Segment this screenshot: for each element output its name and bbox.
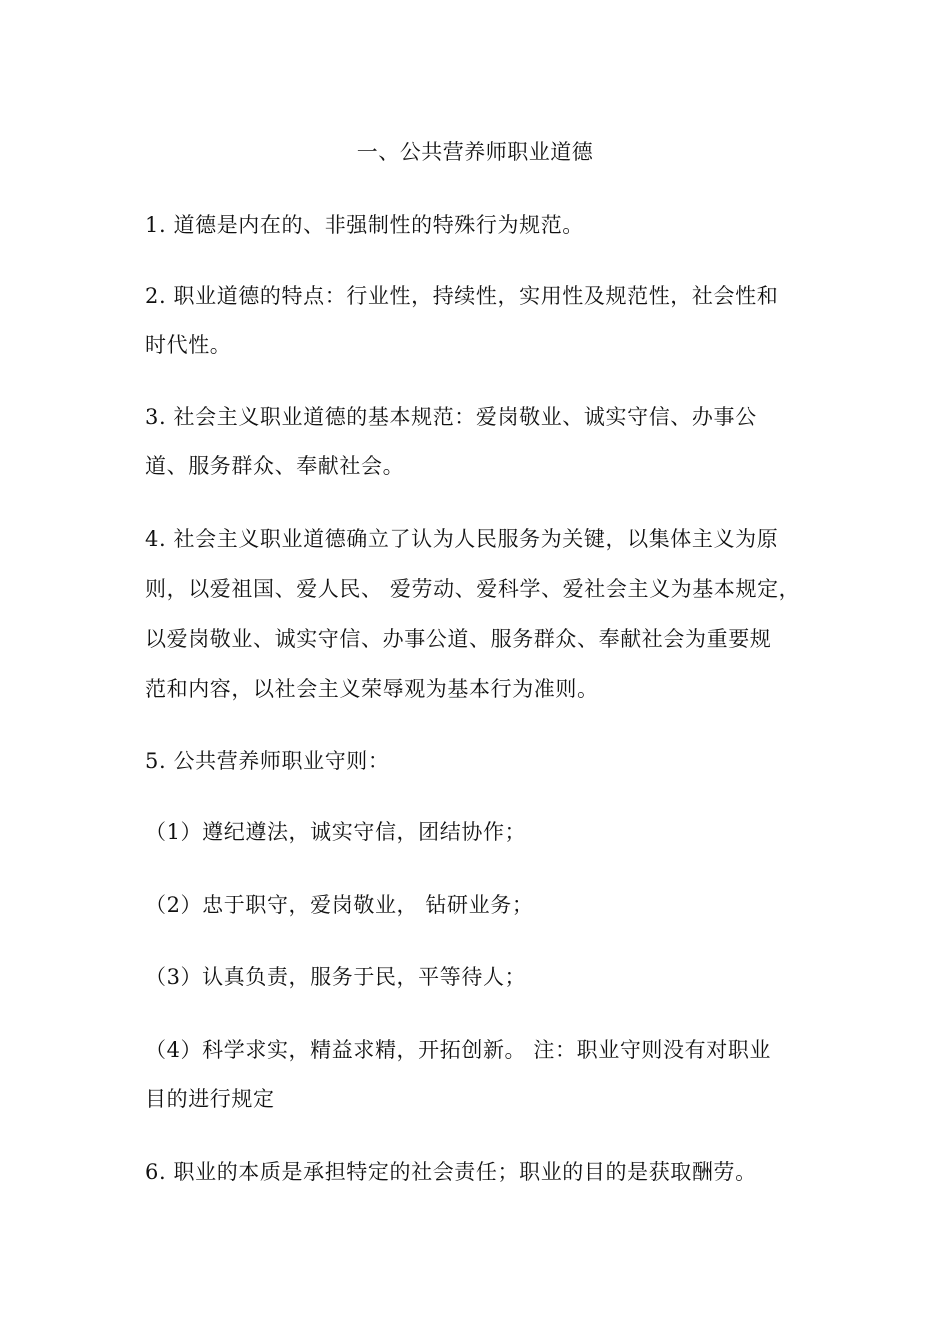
item-5-line-1: 5. 公共营养师职业守则：	[145, 749, 390, 773]
item-2-line-2: 时代性。	[145, 333, 232, 357]
rule-3: （3）认真负责，服务于民，平等待人；	[145, 965, 527, 989]
item-4-line-2: 则，以爱祖国、爱人民、 爱劳动、爱科学、爱社会主义为基本规定，	[145, 577, 801, 601]
section-title: 一、公共营养师职业道德	[356, 140, 594, 164]
rule-2: （2）忠于职守，爱岗敬业， 钻研业务；	[145, 893, 534, 917]
item-3-line-1: 3. 社会主义职业道德的基本规范：爱岗敬业、诚实守信、办事公	[145, 405, 757, 429]
item-6-line-1: 6. 职业的本质是承担特定的社会责任；职业的目的是获取酬劳。	[145, 1160, 757, 1184]
item-4-line-3: 以爱岗敬业、诚实守信、办事公道、服务群众、奉献社会为重要规	[145, 627, 772, 651]
item-2-line-1: 2. 职业道德的特点：行业性，持续性，实用性及规范性，社会性和	[145, 284, 779, 308]
rule-4-line-2: 目的进行规定	[145, 1087, 275, 1111]
item-4-line-4: 范和内容，以社会主义荣辱观为基本行为准则。	[145, 677, 599, 701]
rule-1: （1）遵纪遵法，诚实守信，团结协作；	[145, 820, 527, 844]
item-3-line-2: 道、服务群众、奉献社会。	[145, 454, 405, 478]
item-4-line-1: 4. 社会主义职业道德确立了认为人民服务为关键，以集体主义为原	[145, 527, 779, 551]
item-1-line-1: 1. 道德是内在的、非强制性的特殊行为规范。	[145, 213, 584, 237]
rule-4-line-1: （4）科学求实，精益求精，开拓创新。 注：职业守则没有对职业	[145, 1038, 772, 1062]
